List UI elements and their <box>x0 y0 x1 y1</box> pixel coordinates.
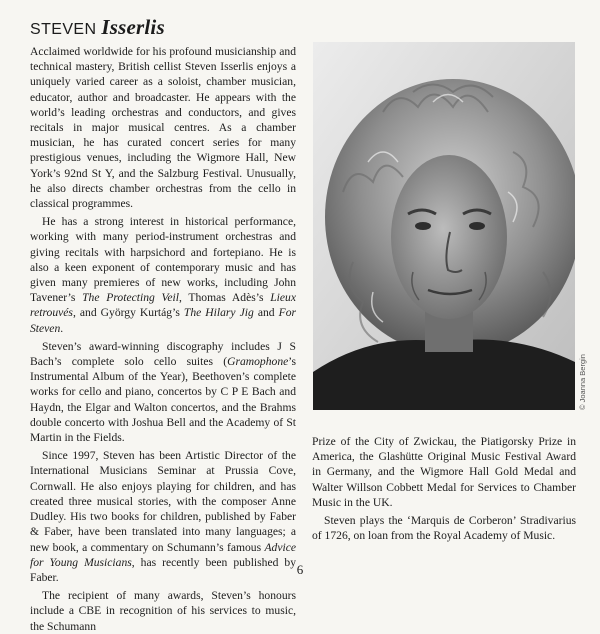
p2-text-a: He has a strong interest in historical performance, working with many period-instrument orchestras and giving recitals with harpsichord and fortepiano. He is also a keen exponent of contemporary music and has given many premieres of new works, including John Tavener’s <box>30 215 296 305</box>
p4-text-c: , has recently been published by Faber. <box>30 555 296 584</box>
bio-paragraph-5: The recipient of many awards, Steven’s honours include a CBE in recognition of his services to music, the Schumann <box>30 589 296 633</box>
left-text-column <box>30 44 296 634</box>
work-title-protecting-veil: The Protecting Veil <box>82 291 179 305</box>
bio-paragraph-1: Acclaimed worldwide for his profound musicianship and technical mastery, British cellist Steven Isserlis enjoys a uniquely varied career as a soloist, chamber musician, educator, author and broadcaster. He appears with the world’s leading orchestras and conductors, and gives recitals in major musical centres. As a chamber musician, he has curated concert series for many prestigious venues, including the Wigmore Hall, New York’s 92nd St Y, and the Salzburg Festival. Unusually, he also directs chamber orchestras from the cello in classical programmes. <box>30 45 296 211</box>
work-title-lieux-retrouves: Lieux retrouvés <box>30 291 296 320</box>
photo-credit: © Joanna Bergin <box>578 354 587 410</box>
portrait-illustration <box>313 42 575 410</box>
title-last-name: Isserlis <box>101 15 165 39</box>
p4-text-a: Since 1997, Steven has been Artistic Director of the International Musicians Seminar at Prussia Cove, Cornwall. He also enjoys playing for children, and has created three musical stories, with the composer Anne Dudley. His two books for children, published by Faber & Faber, have been translated into many languages; a new book, a commentary on Schumann’s famous <box>30 449 296 554</box>
p2-text-g: and <box>253 306 279 320</box>
p2-text-c: , Thomas Adès’s <box>178 291 271 305</box>
portrait-photo <box>313 42 575 410</box>
page-number: 6 <box>296 562 304 577</box>
bio-paragraph-3 <box>30 339 296 445</box>
work-title-for-steven: For Steven <box>30 306 296 335</box>
publication-gramophone: Gramophone <box>227 355 289 369</box>
bio-paragraph-2 <box>30 214 296 336</box>
instrument-paragraph: Steven plays the ‘Marquis de Corberon’ Stradivarius of 1726, on loan from the Royal Academy of Music. <box>312 514 576 543</box>
right-text-column <box>312 434 576 543</box>
p3-text-c: ’s Instrumental Album of the Year), Beethoven’s complete works for cello and piano, concertos by C P E Bach and Haydn, the Elgar and Walton concertos, and the Brahms double concerto with Joshua Bell and the Academy of St Martin in the Fields. <box>30 355 296 445</box>
p2-text-i: . <box>60 321 64 335</box>
book-title-advice: Advice for Young Musicians <box>30 540 296 569</box>
p2-text-e: , and György Kurtág’s <box>72 306 184 320</box>
work-title-hilary-jig: The Hilary Jig <box>183 306 254 320</box>
awards-paragraph: Prize of the City of Zwickau, the Piatigorsky Prize in America, the Glashütte Original Music Festival Award in Germany, and the Wigmore Hall Gold Medal and Walter Willson Cobbett Medal for Services to Chamber Music in the UK. <box>312 435 576 509</box>
p3-text-a: Steven’s award-winning discography includes J S Bach’s complete solo cello suites ( <box>30 339 296 369</box>
title-first-name: STEVEN <box>30 21 97 38</box>
page-title <box>30 15 165 42</box>
